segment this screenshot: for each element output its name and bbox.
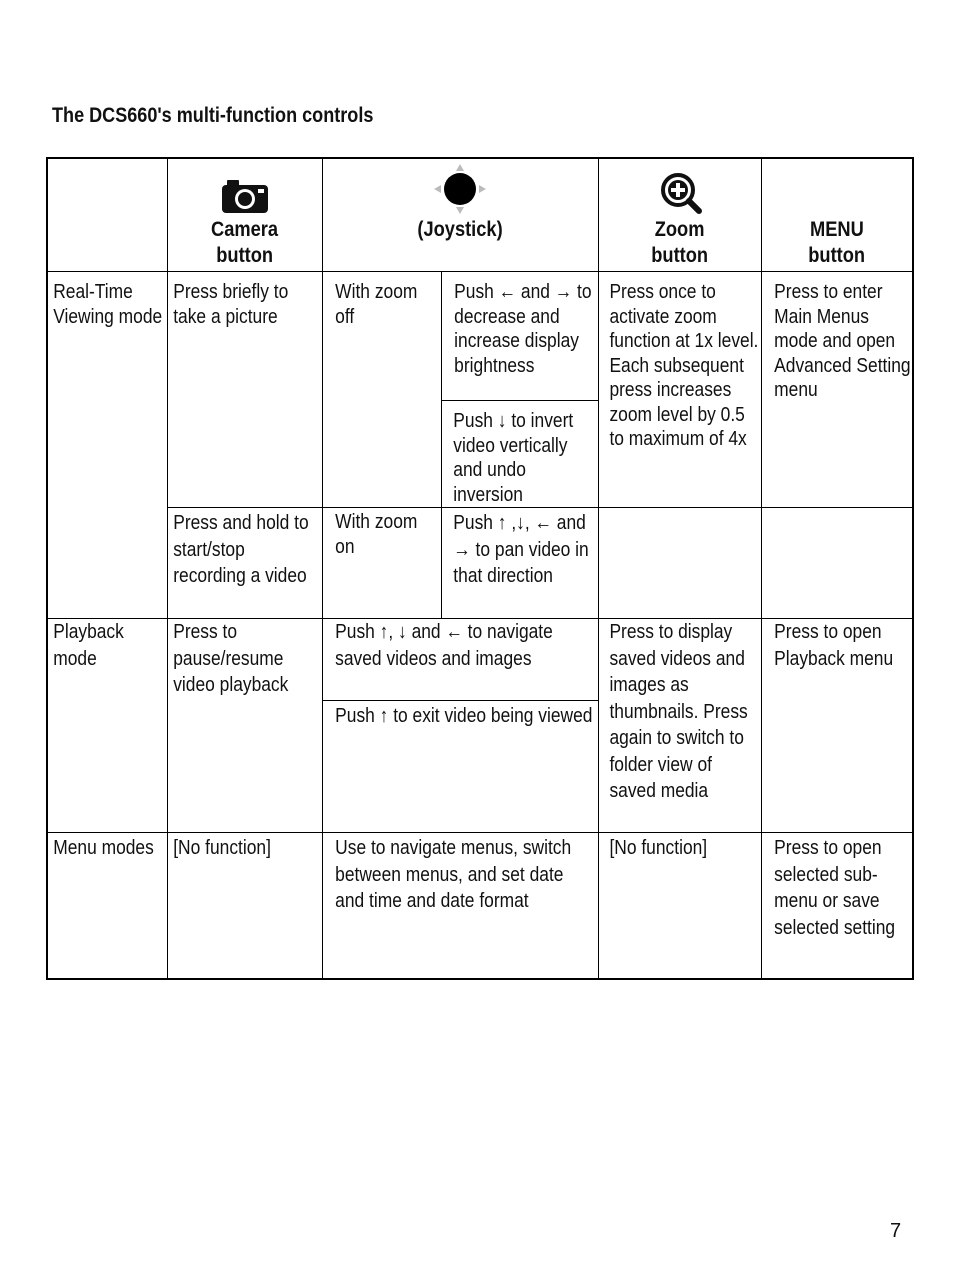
header-empty-cell [47,158,167,272]
zoom-header-line2: button [651,244,708,267]
table-row-menu-modes [47,833,913,979]
zoom-off-label: With zoom off [334,281,417,328]
playback-mode-cell [47,619,167,833]
playback-camera: Press to pause/resume video playback [172,621,288,696]
joystick-header: (Joystick) [417,218,503,241]
realtime-camera-2: Press and hold to start/stop recording a video [172,512,309,587]
zoom-in-icon [656,171,704,215]
header-camera [167,158,322,272]
joy-pan-cell [441,508,598,619]
realtime-zoom-cell [598,272,761,508]
playback-camera-cell [167,619,322,833]
menu-modes-zoom: [No function] [608,837,707,859]
joy-navigate: Push ↑, ↓ and ← to navigate saved videos and images [334,621,553,670]
menu-modes-joystick: Use to navigate menus, switch between menus, and set date and time and date format [334,837,571,912]
realtime-mode: Real-Time Viewing mode [53,281,163,328]
joy-brightness: Push ← and → to decrease and increase display brightness [453,281,592,377]
menu-modes-mode: Menu modes [53,837,154,859]
joystick-icon [432,163,488,215]
playback-zoom-cell [598,619,761,833]
header-zoom [598,158,761,272]
menu-modes-camera-cell [167,833,322,979]
joy-navigate-cell [322,619,598,701]
joy-exit: Push ↑ to exit video being viewed [334,705,592,727]
realtime-menu: Press to enter Main Menus mode and open Advanced Setting menu [773,281,911,401]
realtime-camera-2-cell [167,508,322,619]
page-number: 7 [890,1220,902,1242]
header-joystick [322,158,598,272]
menu-modes-joystick-cell [322,833,598,979]
joy-invert: Push ↓ to invert video vertically and undo inversion [452,410,573,506]
menu-modes-menu: Press to open selected sub-menu or save selected setting [773,837,895,939]
controls-table [46,157,914,980]
header-row [47,158,913,272]
realtime-camera-1: Press briefly to take a picture [172,281,288,328]
menu-modes-camera: [No function] [172,837,271,859]
table-row-playback-a [47,619,913,701]
playback-menu: Press to open Playback menu [773,621,893,670]
header-menu [761,158,913,272]
joy-invert-cell [441,401,598,508]
zoom-on-cell [322,508,441,619]
menu-header-line2: button [808,244,866,267]
table-row-realtime-c [47,508,913,619]
joy-exit-cell [322,701,598,833]
realtime-zoom: Press once to activate zoom function at 1x level. Each subsequent press increases zoom level by 0.5 to maximum of 4x [608,281,758,450]
zoom-off-cell [322,272,441,508]
camera-header-line1: Camera [210,218,279,241]
realtime-mode-cell [47,272,167,619]
playback-menu-cell [761,619,913,833]
realtime-menu-cell [761,272,913,508]
joy-pan: Push ↑ ,↓, ← and → to pan video in that direction [452,512,589,587]
realtime-zoom-empty [598,508,761,619]
menu-modes-zoom-cell [598,833,761,979]
realtime-camera-1-cell [167,272,322,508]
camera-icon [220,177,270,215]
camera-header-line2: button [216,244,273,267]
playback-zoom: Press to display saved videos and images as thumbnails. Press again to switch to folder view of saved media [608,621,748,802]
menu-modes-menu-cell [761,833,913,979]
page-title: The DCS660's multi-function controls [52,104,374,127]
menu-header-line1: MENU [809,218,864,241]
table-row-realtime-a [47,272,913,401]
realtime-menu-empty [761,508,913,619]
zoom-header-line1: Zoom [654,218,705,241]
menu-modes-mode-cell [47,833,167,979]
joy-brightness-cell [441,272,598,401]
playback-mode: Playback mode [53,621,124,670]
zoom-on-label: With zoom on [334,511,417,558]
